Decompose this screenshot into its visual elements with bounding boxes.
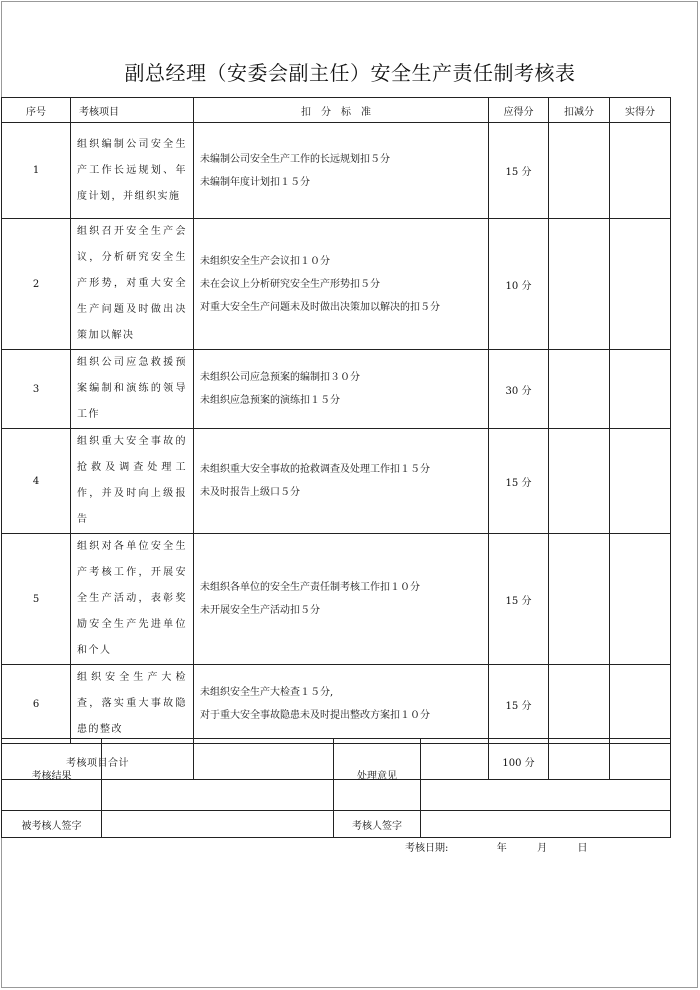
assessment-date: [405, 839, 588, 854]
criteria-line: 未及时报告上级口５分: [200, 487, 300, 498]
row-criteria: [194, 219, 489, 350]
row-item: 组织召开安全生产会议，分析研究安全生产形势，对重大安全生产问题及时做出决策加以解决: [71, 219, 194, 350]
row-due-score: 30 分: [489, 350, 549, 429]
row-deduct-cell[interactable]: [549, 665, 610, 744]
row-due-score: 15 分: [489, 429, 549, 534]
total-score: 100 分: [489, 744, 549, 780]
signature-row: [2, 811, 671, 838]
row-criteria: [194, 534, 489, 665]
total-label: 考核项目合计: [2, 744, 194, 780]
row-criteria: [194, 350, 489, 429]
criteria-line: 未组织各单位的安全生产责任制考核工作扣１０分: [200, 582, 420, 593]
row-item: 组织重大安全事故的抢救及调查处理工作，并及时向上级报告: [71, 429, 194, 534]
date-label: 考核日期:: [405, 843, 449, 854]
row-deduct-cell[interactable]: [549, 429, 610, 534]
criteria-line: 未在会议上分析研究安全生产形势扣５分: [200, 278, 380, 290]
result-field[interactable]: [102, 739, 334, 811]
assessor-signature-label: 考核人签字: [334, 811, 421, 838]
criteria-line: 未编制年度计划扣１５分: [200, 176, 310, 188]
row-actual-cell[interactable]: [610, 429, 671, 534]
criteria-line: 未编制公司安全生产工作的长远规划扣５分: [200, 153, 390, 165]
date-day: 日: [577, 843, 588, 854]
row-seq: 4: [2, 429, 71, 534]
row-actual-cell[interactable]: [610, 534, 671, 665]
table-row: [2, 534, 671, 665]
row-criteria: [194, 429, 489, 534]
opinion-field[interactable]: [421, 739, 671, 811]
table-header-row: [2, 98, 671, 123]
row-item: 组织编制公司安全生产工作长远规划、年度计划，并组织实施: [71, 123, 194, 219]
row-deduct-cell[interactable]: [549, 219, 610, 350]
assessee-signature-field[interactable]: [102, 811, 334, 838]
table-row: [2, 219, 671, 350]
row-actual-cell[interactable]: [610, 219, 671, 350]
row-due-score: 15 分: [489, 123, 549, 219]
row-item: 组织对各单位安全生产考核工作，开展安全生产活动，表彰奖励安全生产先进单位和个人: [71, 534, 194, 665]
table-row: [2, 429, 671, 534]
row-seq: 1: [2, 123, 71, 219]
result-row: [2, 739, 671, 811]
criteria-line: 未开展安全生产活动扣５分: [200, 605, 320, 616]
opinion-label: 处理意见: [334, 739, 421, 811]
header-item: 考核项目: [71, 98, 194, 123]
header-due-score: 应得分: [489, 98, 549, 123]
assessment-table: [1, 97, 671, 780]
date-year: 年: [496, 843, 507, 854]
date-month: 月: [537, 843, 548, 854]
row-criteria: [194, 123, 489, 219]
result-label: 考核结果: [2, 739, 102, 811]
table-row: [2, 123, 671, 219]
row-item: 组织安全生产大检查，落实重大事故隐患的整改: [71, 665, 194, 744]
row-seq: 2: [2, 219, 71, 350]
criteria-line: 对于重大安全事故隐患未及时提出整改方案扣１０分: [200, 710, 430, 721]
criteria-line: 未组织安全生产大检查１５分,: [200, 687, 334, 698]
criteria-line: 对重大安全生产问题未及时做出决策加以解决的扣５分: [200, 301, 440, 313]
row-due-score: 15 分: [489, 665, 549, 744]
row-criteria: [194, 665, 489, 744]
row-actual-cell[interactable]: [610, 123, 671, 219]
criteria-line: 未组织应急预案的演练扣１５分: [200, 395, 340, 406]
row-deduct-cell[interactable]: [549, 534, 610, 665]
header-deduct-score: 扣减分: [549, 98, 610, 123]
row-seq: 5: [2, 534, 71, 665]
row-seq: 6: [2, 665, 71, 744]
row-due-score: 10 分: [489, 219, 549, 350]
header-seq: 序号: [2, 98, 71, 123]
signature-table: [1, 738, 671, 838]
page-title: 副总经理（安委会副主任）安全生产责任制考核表: [124, 61, 576, 85]
row-seq: 3: [2, 350, 71, 429]
header-criteria: 扣分标准: [194, 98, 489, 123]
row-deduct-cell[interactable]: [549, 350, 610, 429]
row-actual-cell[interactable]: [610, 350, 671, 429]
criteria-line: 未组织安全生产会议扣１０分: [200, 255, 330, 267]
criteria-line: 未组织公司应急预案的编制扣３０分: [200, 372, 360, 383]
table-row: [2, 665, 671, 744]
criteria-line: 未组织重大安全事故的抢救调查及处理工作扣１５分: [200, 464, 430, 475]
table-row: [2, 350, 671, 429]
row-deduct-cell[interactable]: [549, 123, 610, 219]
header-actual-score: 实得分: [610, 98, 671, 123]
row-due-score: 15 分: [489, 534, 549, 665]
row-item: 组织公司应急救援预案编制和演练的领导工作: [71, 350, 194, 429]
row-actual-cell[interactable]: [610, 665, 671, 744]
assessor-signature-field[interactable]: [421, 811, 671, 838]
assessee-signature-label: 被考核人签字: [2, 811, 102, 838]
